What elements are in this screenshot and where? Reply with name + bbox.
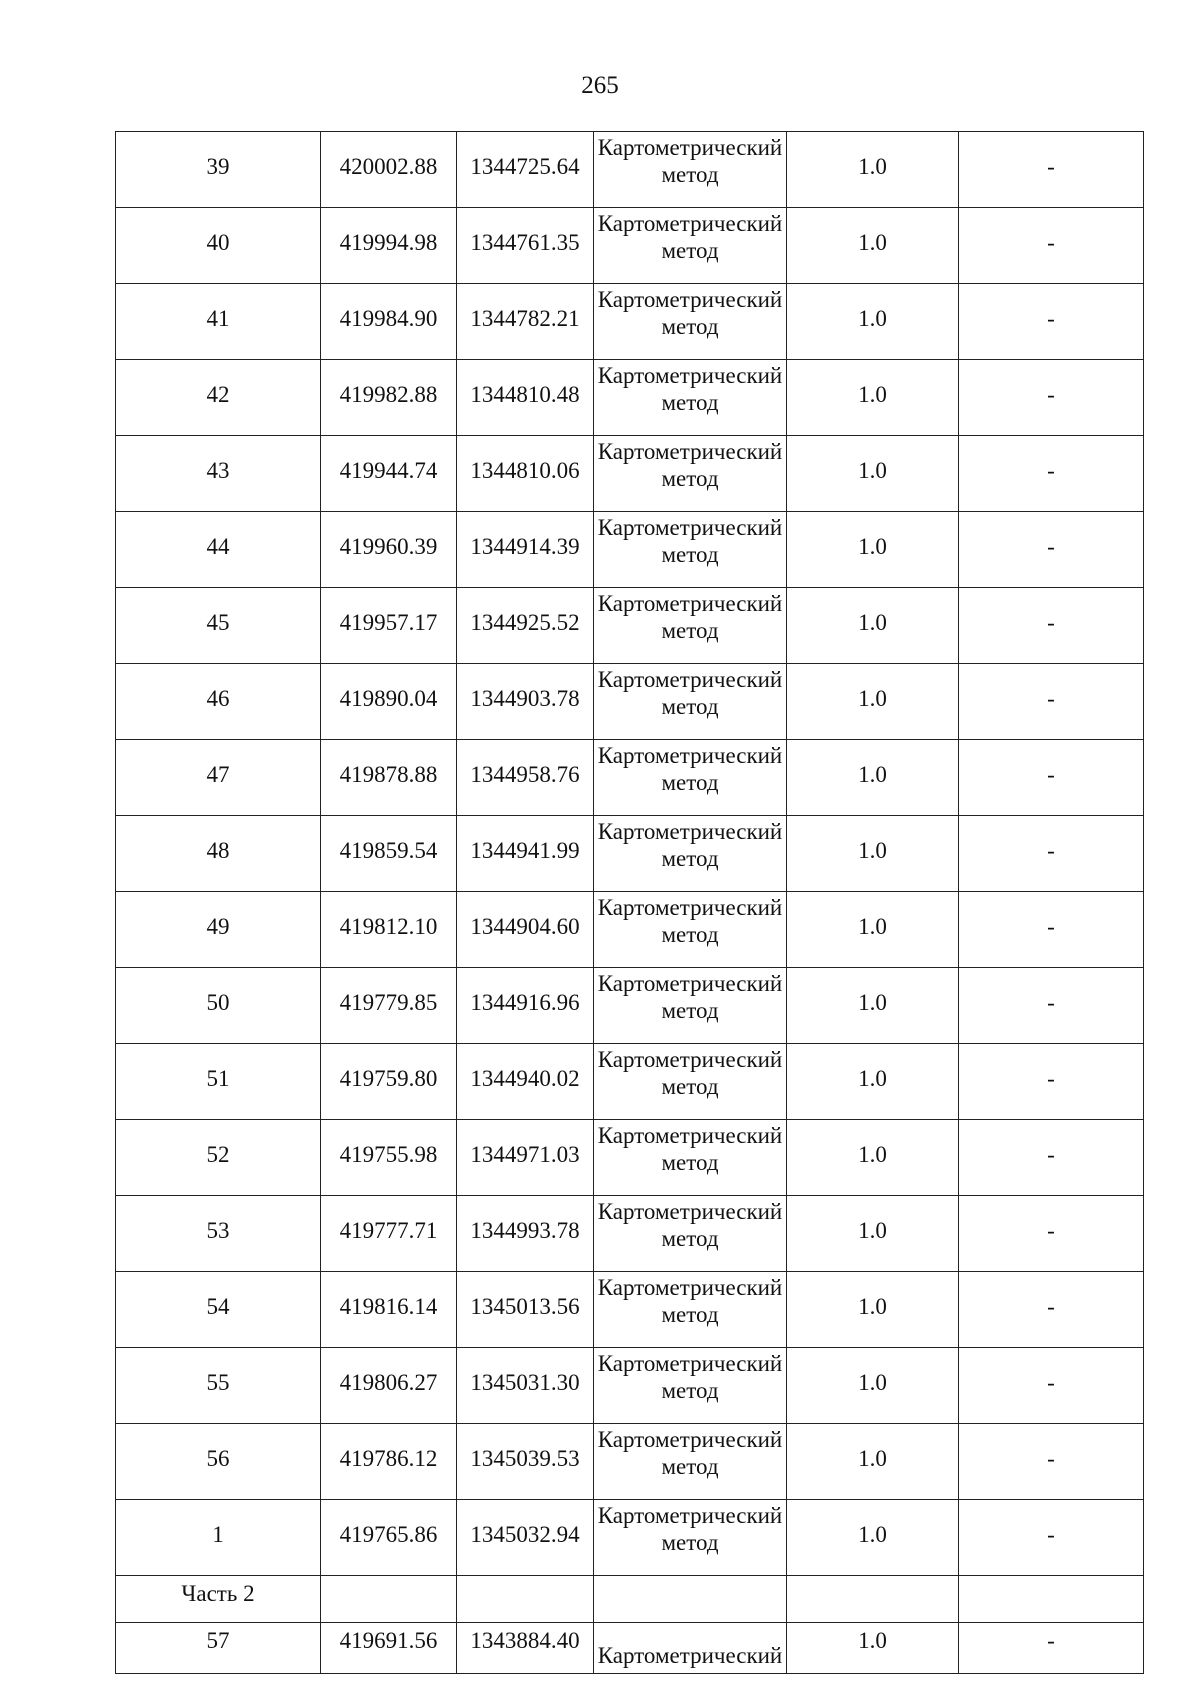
- method-text: метод: [661, 1378, 719, 1403]
- method-cell: [594, 436, 787, 512]
- point-number-cell: 47: [116, 740, 321, 816]
- accuracy-cell: 1.0: [787, 816, 959, 892]
- method-text: Картометрический: [597, 743, 783, 768]
- point-number-cell: 40: [116, 208, 321, 284]
- note-cell: -: [959, 208, 1144, 284]
- point-number-cell: 39: [116, 132, 321, 208]
- note-cell: -: [959, 1623, 1144, 1674]
- y-coordinate-cell: 1344993.78: [457, 1196, 594, 1272]
- y-coordinate-cell: 1344725.64: [457, 132, 594, 208]
- method-text: метод: [661, 618, 719, 643]
- accuracy-cell: 1.0: [787, 664, 959, 740]
- y-coordinate-cell: 1344925.52: [457, 588, 594, 664]
- method-cell: [594, 892, 787, 968]
- note-cell: -: [959, 1044, 1144, 1120]
- point-number-cell: 56: [116, 1424, 321, 1500]
- method-cell: [594, 1044, 787, 1120]
- x-coordinate-cell: 419878.88: [321, 740, 457, 816]
- x-coordinate-cell: 420002.88: [321, 132, 457, 208]
- note-cell: -: [959, 588, 1144, 664]
- method-text: метод: [661, 1150, 719, 1175]
- y-coordinate-cell: 1343884.40: [457, 1623, 594, 1674]
- method-text: метод: [661, 998, 719, 1023]
- method-text: Картометрический: [597, 135, 783, 160]
- x-coordinate-cell: 419786.12: [321, 1424, 457, 1500]
- y-coordinate-cell: 1344782.21: [457, 284, 594, 360]
- note-cell: -: [959, 360, 1144, 436]
- point-number-cell: 41: [116, 284, 321, 360]
- accuracy-cell: 1.0: [787, 208, 959, 284]
- accuracy-cell: 1.0: [787, 1120, 959, 1196]
- method-text: метод: [661, 238, 719, 263]
- accuracy-cell: 1.0: [787, 512, 959, 588]
- accuracy-cell: 1.0: [787, 1272, 959, 1348]
- coordinates-table: [115, 131, 1144, 1674]
- empty-cell: [321, 1576, 457, 1623]
- method-cell: [594, 360, 787, 436]
- method-cell: [594, 132, 787, 208]
- point-number-cell: 50: [116, 968, 321, 1044]
- note-cell: -: [959, 1272, 1144, 1348]
- accuracy-cell: 1.0: [787, 1623, 959, 1674]
- page-number: 265: [581, 72, 619, 99]
- note-cell: -: [959, 436, 1144, 512]
- x-coordinate-cell: 419957.17: [321, 588, 457, 664]
- accuracy-cell: 1.0: [787, 1348, 959, 1424]
- accuracy-cell: 1.0: [787, 968, 959, 1044]
- table-row: [116, 1044, 1144, 1120]
- note-cell: -: [959, 1120, 1144, 1196]
- method-text: метод: [661, 846, 719, 871]
- table-row: [116, 968, 1144, 1044]
- note-cell: -: [959, 816, 1144, 892]
- table-row: [116, 1424, 1144, 1500]
- empty-cell: [594, 1576, 787, 1623]
- method-cell: [594, 1424, 787, 1500]
- table-row: [116, 132, 1144, 208]
- method-cell: [594, 664, 787, 740]
- method-text: Картометрический: [597, 287, 783, 312]
- note-cell: -: [959, 968, 1144, 1044]
- note-cell: -: [959, 1196, 1144, 1272]
- note-cell: -: [959, 132, 1144, 208]
- method-text: метод: [661, 1530, 719, 1555]
- point-number-cell: 46: [116, 664, 321, 740]
- note-cell: -: [959, 740, 1144, 816]
- note-cell: -: [959, 512, 1144, 588]
- accuracy-cell: 1.0: [787, 132, 959, 208]
- point-number-cell: 44: [116, 512, 321, 588]
- table-row: [116, 1120, 1144, 1196]
- method-cell: [594, 1120, 787, 1196]
- method-text: метод: [661, 314, 719, 339]
- point-number-cell: 52: [116, 1120, 321, 1196]
- accuracy-cell: 1.0: [787, 740, 959, 816]
- point-number-cell: 55: [116, 1348, 321, 1424]
- point-number-cell: 57: [116, 1623, 321, 1674]
- x-coordinate-cell: 419755.98: [321, 1120, 457, 1196]
- note-cell: -: [959, 892, 1144, 968]
- method-text: Картометрический: [597, 439, 783, 464]
- point-number-cell: 43: [116, 436, 321, 512]
- method-cell: [594, 1272, 787, 1348]
- x-coordinate-cell: 419812.10: [321, 892, 457, 968]
- accuracy-cell: 1.0: [787, 588, 959, 664]
- table-row: [116, 360, 1144, 436]
- x-coordinate-cell: 419779.85: [321, 968, 457, 1044]
- accuracy-cell: 1.0: [787, 1044, 959, 1120]
- x-coordinate-cell: 419960.39: [321, 512, 457, 588]
- table-row: [116, 588, 1144, 664]
- point-number-cell: 48: [116, 816, 321, 892]
- method-text: метод: [661, 1226, 719, 1251]
- method-text: Картометрический: [597, 1047, 783, 1072]
- method-cell: [594, 740, 787, 816]
- accuracy-cell: 1.0: [787, 284, 959, 360]
- method-text: метод: [661, 390, 719, 415]
- empty-cell: [457, 1576, 594, 1623]
- method-cell: [594, 1500, 787, 1576]
- y-coordinate-cell: 1344904.60: [457, 892, 594, 968]
- method-cell: [594, 208, 787, 284]
- y-coordinate-cell: 1344810.48: [457, 360, 594, 436]
- x-coordinate-cell: 419984.90: [321, 284, 457, 360]
- method-text: Картометрический: [597, 971, 783, 996]
- y-coordinate-cell: 1344971.03: [457, 1120, 594, 1196]
- table-row: [116, 512, 1144, 588]
- note-cell: -: [959, 1424, 1144, 1500]
- method-text: Картометрический: [597, 1123, 783, 1148]
- method-text: Картометрический: [597, 1643, 783, 1668]
- x-coordinate-cell: 419759.80: [321, 1044, 457, 1120]
- method-text: метод: [661, 770, 719, 795]
- table-row: [116, 1623, 1144, 1674]
- x-coordinate-cell: 419944.74: [321, 436, 457, 512]
- y-coordinate-cell: 1345032.94: [457, 1500, 594, 1576]
- point-number-cell: 42: [116, 360, 321, 436]
- method-text: метод: [661, 1454, 719, 1479]
- point-number-cell: 1: [116, 1500, 321, 1576]
- empty-cell: [787, 1576, 959, 1623]
- accuracy-cell: 1.0: [787, 1500, 959, 1576]
- method-text: Картометрический: [597, 819, 783, 844]
- method-text: метод: [661, 1302, 719, 1327]
- method-text: Картометрический: [597, 515, 783, 540]
- note-cell: -: [959, 284, 1144, 360]
- method-text: Картометрический: [597, 591, 783, 616]
- method-text: Картометрический: [597, 667, 783, 692]
- point-number-cell: 49: [116, 892, 321, 968]
- accuracy-cell: 1.0: [787, 1424, 959, 1500]
- method-cell: [594, 1348, 787, 1424]
- point-number-cell: 54: [116, 1272, 321, 1348]
- note-cell: -: [959, 664, 1144, 740]
- note-cell: -: [959, 1500, 1144, 1576]
- method-cell: [594, 1623, 787, 1674]
- table-row: [116, 1196, 1144, 1272]
- x-coordinate-cell: 419765.86: [321, 1500, 457, 1576]
- method-text: Картометрический: [597, 1503, 783, 1528]
- method-text: метод: [661, 922, 719, 947]
- x-coordinate-cell: 419982.88: [321, 360, 457, 436]
- x-coordinate-cell: 419806.27: [321, 1348, 457, 1424]
- accuracy-cell: 1.0: [787, 892, 959, 968]
- method-text: Картометрический: [597, 363, 783, 388]
- y-coordinate-cell: 1344941.99: [457, 816, 594, 892]
- method-text: метод: [661, 466, 719, 491]
- empty-cell: [959, 1576, 1144, 1623]
- method-text: метод: [661, 694, 719, 719]
- x-coordinate-cell: 419691.56: [321, 1623, 457, 1674]
- point-number-cell: 51: [116, 1044, 321, 1120]
- table-row: [116, 1348, 1144, 1424]
- x-coordinate-cell: 419994.98: [321, 208, 457, 284]
- y-coordinate-cell: 1344761.35: [457, 208, 594, 284]
- accuracy-cell: 1.0: [787, 1196, 959, 1272]
- table-row: [116, 1500, 1144, 1576]
- table-row: [116, 664, 1144, 740]
- table-row: [116, 436, 1144, 512]
- y-coordinate-cell: 1344903.78: [457, 664, 594, 740]
- table-row: [116, 892, 1144, 968]
- method-text: метод: [661, 1074, 719, 1099]
- y-coordinate-cell: 1344940.02: [457, 1044, 594, 1120]
- method-text: метод: [661, 162, 719, 187]
- y-coordinate-cell: 1345039.53: [457, 1424, 594, 1500]
- method-cell: [594, 816, 787, 892]
- table-row: [116, 1272, 1144, 1348]
- table-row: [116, 740, 1144, 816]
- method-text: Картометрический: [597, 1275, 783, 1300]
- method-text: метод: [661, 542, 719, 567]
- x-coordinate-cell: 419777.71: [321, 1196, 457, 1272]
- point-number-cell: 45: [116, 588, 321, 664]
- part-header-row: [116, 1576, 1144, 1623]
- method-cell: [594, 512, 787, 588]
- table-row: [116, 284, 1144, 360]
- table-row: [116, 816, 1144, 892]
- accuracy-cell: 1.0: [787, 360, 959, 436]
- y-coordinate-cell: 1345013.56: [457, 1272, 594, 1348]
- y-coordinate-cell: 1345031.30: [457, 1348, 594, 1424]
- table-row: [116, 208, 1144, 284]
- point-number-cell: 53: [116, 1196, 321, 1272]
- method-text: Картометрический: [597, 895, 783, 920]
- note-cell: -: [959, 1348, 1144, 1424]
- part-label: Часть 2: [116, 1576, 321, 1623]
- y-coordinate-cell: 1344914.39: [457, 512, 594, 588]
- x-coordinate-cell: 419890.04: [321, 664, 457, 740]
- method-cell: [594, 968, 787, 1044]
- method-text: Картометрический: [597, 1199, 783, 1224]
- method-text: Картометрический: [597, 211, 783, 236]
- y-coordinate-cell: 1344916.96: [457, 968, 594, 1044]
- accuracy-cell: 1.0: [787, 436, 959, 512]
- y-coordinate-cell: 1344810.06: [457, 436, 594, 512]
- x-coordinate-cell: 419816.14: [321, 1272, 457, 1348]
- method-cell: [594, 284, 787, 360]
- coordinates-table-body: [116, 132, 1144, 1674]
- method-text: Картометрический: [597, 1427, 783, 1452]
- method-cell: [594, 1196, 787, 1272]
- x-coordinate-cell: 419859.54: [321, 816, 457, 892]
- method-cell: [594, 588, 787, 664]
- y-coordinate-cell: 1344958.76: [457, 740, 594, 816]
- method-text: Картометрический: [597, 1351, 783, 1376]
